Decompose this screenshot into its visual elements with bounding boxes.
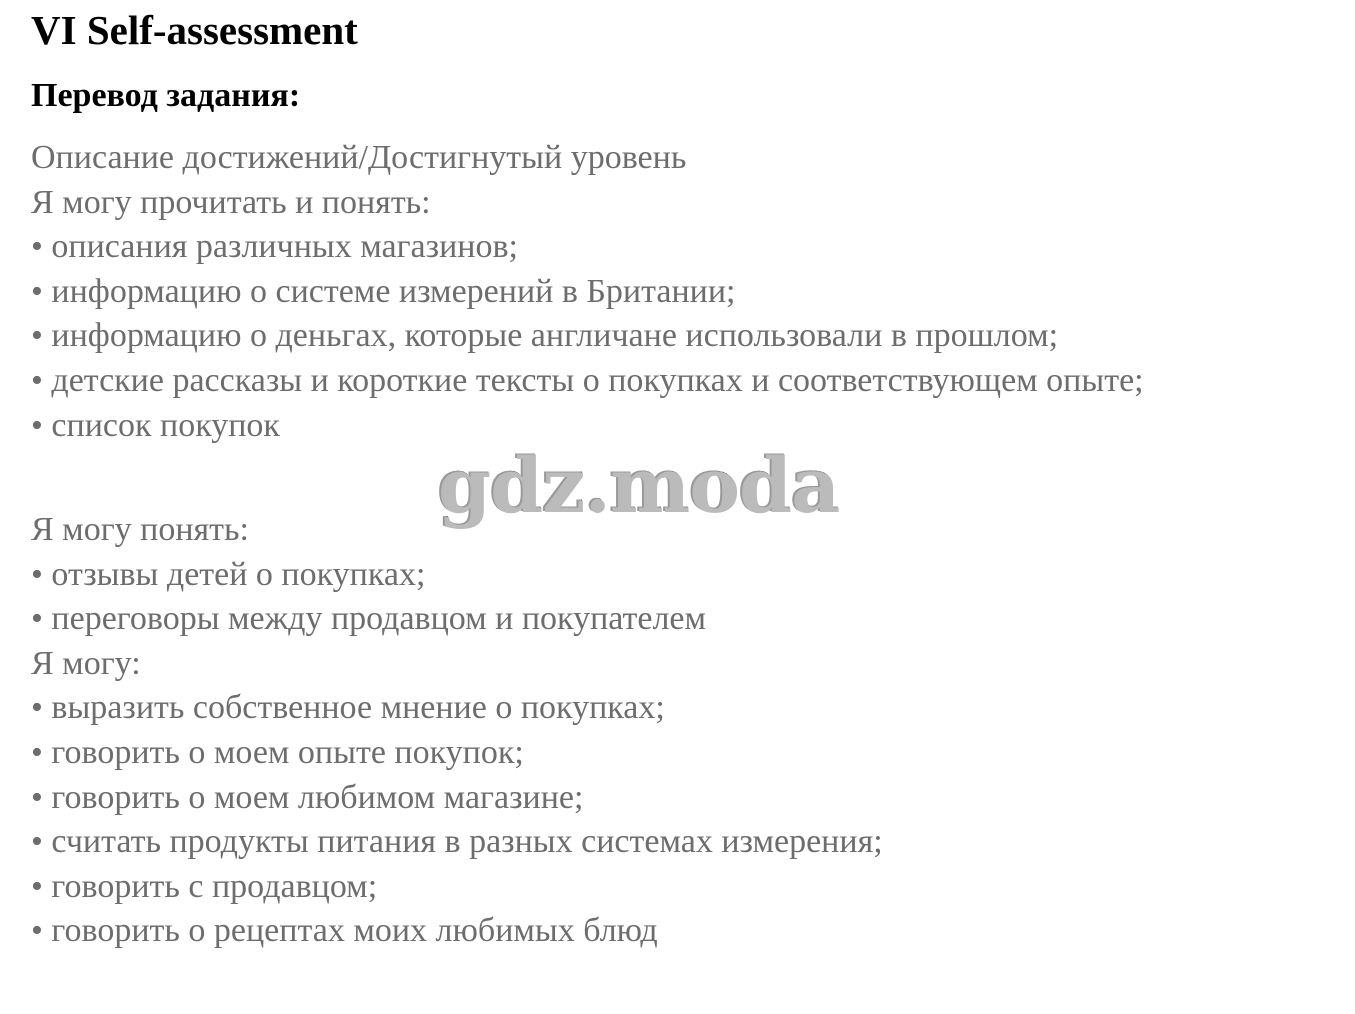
list-item: • считать продукты питания в разных системах измерения; xyxy=(31,823,883,861)
watermark: gdz.moda xyxy=(437,440,839,529)
list-item: • отзывы детей о покупках; xyxy=(31,555,426,593)
list-item: • переговоры между продавцом и покупателем xyxy=(31,600,707,638)
list-item: • информацию о системе измерений в Британии; xyxy=(31,272,736,310)
list-item: • говорить с продавцом; xyxy=(31,867,378,905)
list-item: • информацию о деньгах, которые англичане использовали в прошлом; xyxy=(31,317,1059,355)
list-item: • говорить о рецептах моих любимых блюд xyxy=(31,912,658,950)
page-title: VI Self-assessment xyxy=(31,7,358,53)
text-line: Я могу: xyxy=(31,644,141,682)
list-item: • детские рассказы и короткие тексты о покупках и соответствующем опыте; xyxy=(31,361,1144,399)
text-block-skills xyxy=(31,508,1271,954)
section-subtitle: Перевод задания: xyxy=(31,77,301,114)
text-line: Я могу прочитать и понять: xyxy=(31,183,431,221)
list-item: • список покупок xyxy=(31,406,280,444)
text-line: Описание достижений/Достигнутый уровень xyxy=(31,139,687,176)
list-item: • говорить о моем опыте покупок; xyxy=(31,733,524,771)
text-line: Я могу понять: xyxy=(31,511,249,548)
list-item: • говорить о моем любимом магазине; xyxy=(31,778,584,816)
list-item: • выразить собственное мнение о покупках; xyxy=(31,689,665,727)
list-item: • описания различных магазинов; xyxy=(31,228,518,266)
text-block-reading xyxy=(31,136,1271,448)
